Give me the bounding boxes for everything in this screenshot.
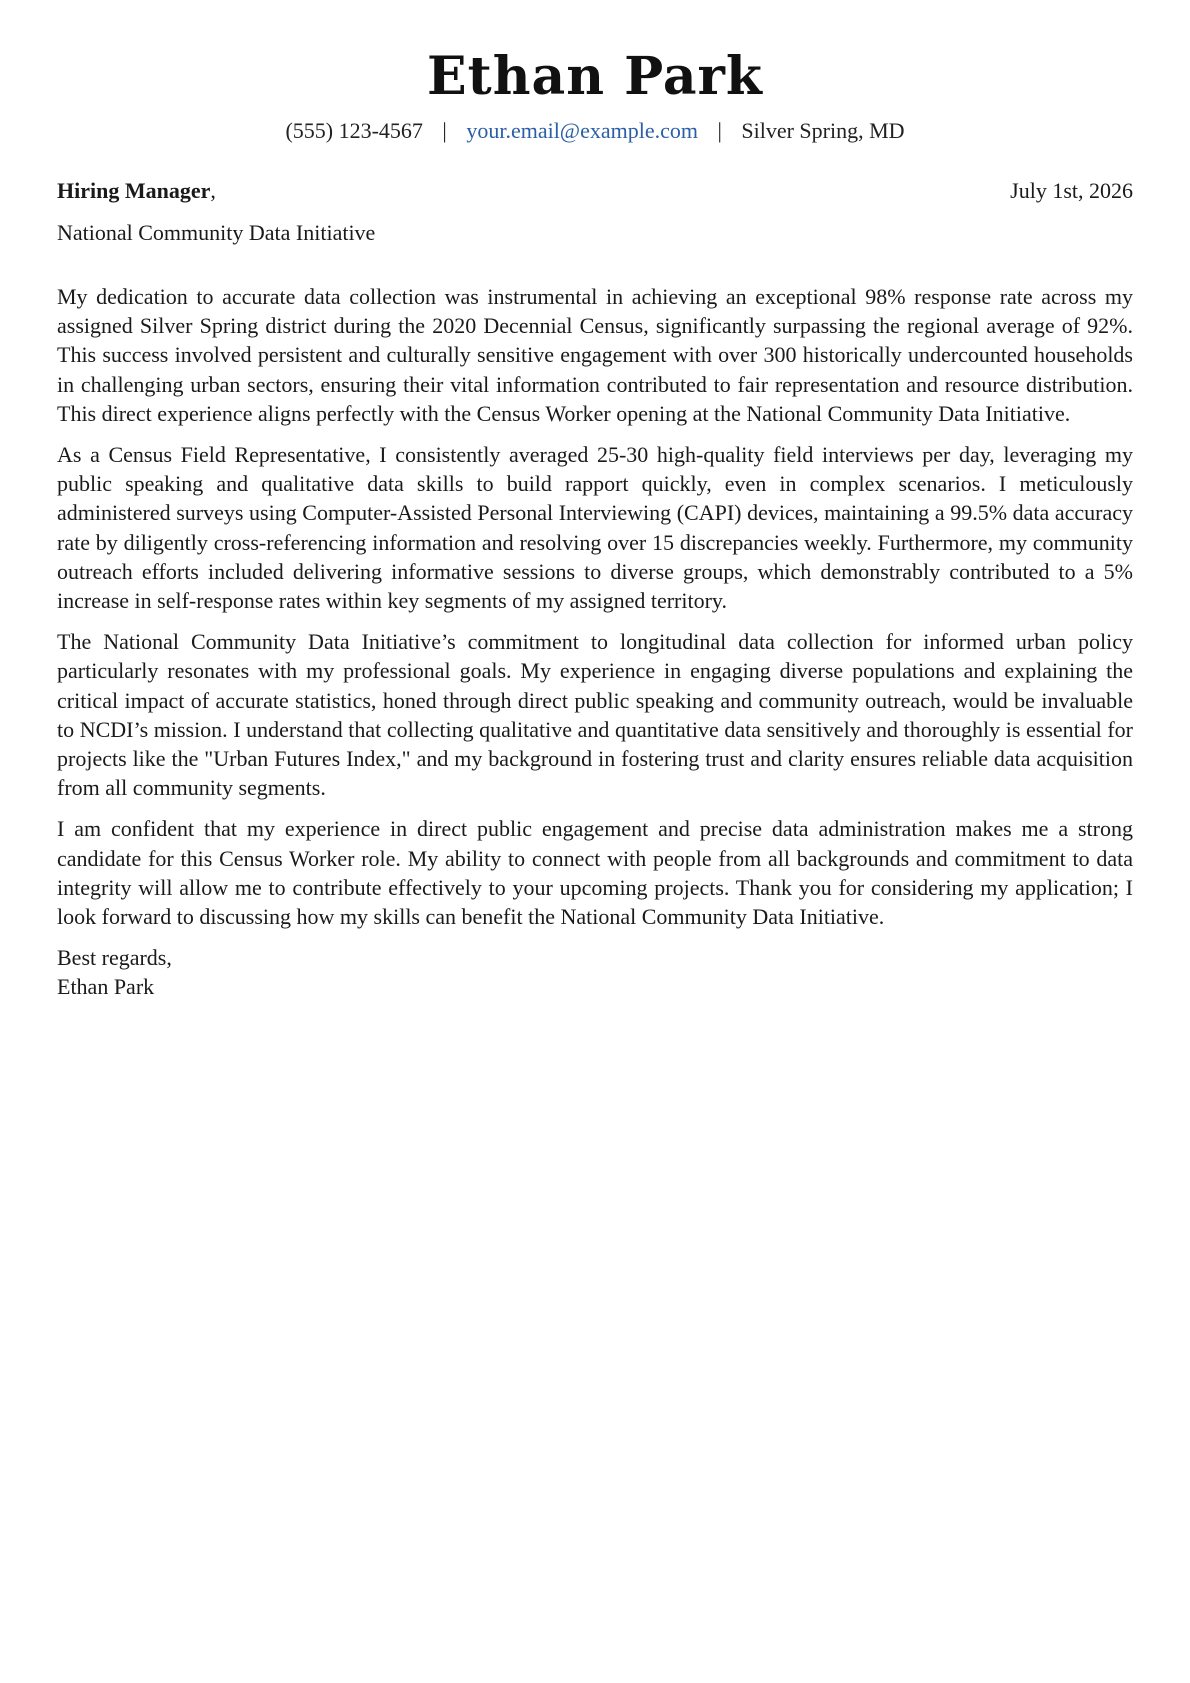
recipient-name: Hiring Manager — [57, 178, 211, 203]
salutation — [57, 176, 216, 206]
body-paragraph: As a Census Field Representative, I consistently averaged 25-30 high-quality field interviews per day, leveraging my public speaking and qualitative data skills to build rapport quickly, even in complex scenarios. I meticulously administered surveys using Computer-Assisted Personal Interviewing (CAPI) devices, maintaining a 99.5% data accuracy rate by diligently cross-referencing information and resolving over 15 discrepancies weekly. Furthermore, my community outreach efforts included delivering informative sessions to diverse groups, which demonstrably contributed to a 5% increase in self-response rates within key segments of my assigned territory. — [57, 442, 1133, 614]
letter-date: July 1st, 2026 — [1010, 178, 1133, 203]
organization-name: National Community Data Initiative — [57, 220, 376, 245]
closing-phrase: Best regards, — [57, 945, 172, 971]
applicant-name: Ethan Park — [427, 46, 763, 107]
cover-letter-page — [57, 0, 1133, 1001]
recipient-date-row — [57, 176, 1133, 206]
contact-line — [57, 116, 1133, 146]
signature-name: Ethan Park — [57, 974, 155, 1000]
letter-body — [57, 282, 1133, 931]
closing-block — [57, 943, 1133, 1001]
body-paragraph: The National Community Data Initiative’s commitment to longitudinal data collection for informed urban policy particularly resonates with my professional goals. My experience in engaging diverse populations and explaining the critical impact of accurate statistics, honed through direct public speaking and community outreach, would be invaluable to NCDI’s mission. I understand that collecting qualitative and quantitative data sensitively and thoroughly is essential for projects like the "Urban Futures Index," and my background in fostering trust and clarity ensures reliable data acquisition from all community segments. — [57, 629, 1133, 801]
contact-separator: | — [717, 118, 722, 143]
location: Silver Spring, MD — [741, 118, 905, 143]
contact-separator: | — [442, 118, 447, 143]
body-paragraph: My dedication to accurate data collection was instrumental in achieving an exceptional 98% response rate across my assigned Silver Spring district during the 2020 Decennial Census, significantly surpassing the regional average of 92%. This success involved persistent and culturally sensitive engagement with over 300 historically undercounted households in challenging urban sectors, ensuring their vital information contributed to fair representation and resource distribution. This direct experience aligns perfectly with the Census Worker opening at the National Community Data Initiative. — [57, 284, 1133, 426]
body-paragraph: I am confident that my experience in direct public engagement and precise data administration makes me a strong candidate for this Census Worker role. My ability to connect with people from all backgrounds and commitment to data integrity will allow me to contribute effectively to your upcoming projects. Thank you for considering my application; I look forward to discussing how my skills can benefit the National Community Data Initiative. — [57, 816, 1133, 930]
phone-number: (555) 123-4567 — [285, 118, 423, 143]
email-link[interactable]: your.email@example.com — [466, 118, 698, 143]
recipient-suffix: , — [210, 178, 216, 203]
